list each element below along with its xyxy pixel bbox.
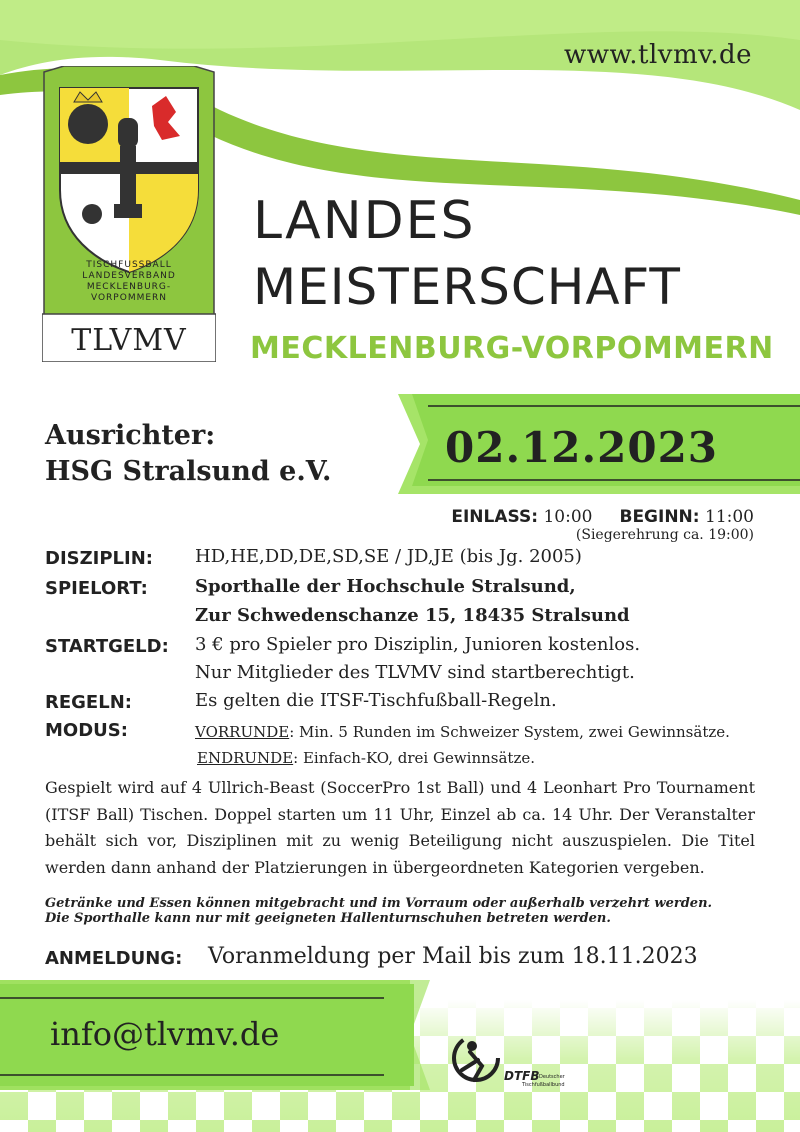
crest-org-line-2: LANDESVERBAND (82, 271, 176, 281)
vorrunde-line (195, 723, 730, 741)
note-line-1: Getränke und Essen können mitgebracht und im Vorraum oder außerhalb verzehrt werden. (45, 896, 713, 911)
dtfb-abbr: DTFB (504, 1069, 540, 1083)
dtfb-name-1: Deutscher (539, 1074, 565, 1080)
host-name: HSG Stralsund e.V. (45, 456, 332, 487)
tlvmv-crest-logo (42, 66, 216, 362)
crest-org-line-4: VORPOMMERN (90, 293, 168, 303)
title-subtitle: MECKLENBURG-VORPOMMERN (250, 331, 774, 366)
title-line-2: MEISTERSCHAFT (253, 258, 681, 316)
startgeld-line-1: 3 € pro Spieler pro Disziplin, Junioren kostenlos. (195, 634, 641, 655)
note (45, 896, 765, 926)
startgeld-line-2: Nur Mitglieder des TLVMV sind startberechtigt. (195, 662, 635, 683)
registration-value: Voranmeldung per Mail bis zum 18.11.2023 (208, 944, 698, 969)
endrunde-line (197, 749, 535, 767)
endrunde-label: ENDRUNDE (197, 749, 294, 767)
title-line-1: LANDES (253, 191, 476, 251)
regeln-value: Es gelten die ITSF-Tischfußball-Regeln. (195, 690, 557, 711)
vorrunde-label: VORRUNDE (195, 723, 290, 741)
entry-label: EINLASS: (451, 507, 539, 527)
body-paragraph: Gespielt wird auf 4 Ullrich-Beast (SoccerPro 1st Ball) und 4 Leonhart Pro Tournament (ITSF Ball) Tischen. Doppel starten um 11 Uhr, Einzel ab ca. 14 Uhr. Der Veranstalter behält sich vor, Disziplinen mit zu wenig Beteiligung nicht auszuspielen. Die Titel werden dann anhand der Platzierungen in übergeordneten Kategorien vergeben. (45, 778, 755, 877)
disziplin-label: DISZIPLIN: (45, 548, 153, 569)
disziplin-value: HD,HE,DD,DE,SD,SE / JD,JE (bis Jg. 2005) (195, 546, 582, 567)
website-url[interactable]: www.tlvmv.de (564, 40, 752, 70)
endrunde-value: : Einfach-KO, drei Gewinnsätze. (293, 749, 536, 767)
spielort-label: SPIELORT: (45, 578, 148, 599)
crest-abbr: TLVMV (71, 323, 187, 358)
ceremony-time: (Siegerehrung ca. 19:00) (575, 527, 754, 543)
dtfb-logo (452, 1030, 582, 1096)
modus-label: MODUS: (45, 720, 128, 741)
spielort-line-2: Zur Schwedenschanze 15, 18435 Stralsund (195, 605, 630, 626)
note-line-2: Die Sporthalle kann nur mit geeigneten Hallenturnschuhen betreten werden. (45, 911, 611, 926)
event-times (451, 507, 754, 527)
start-time: 11:00 (705, 507, 754, 527)
event-date: 02.12.2023 (445, 423, 719, 472)
vorrunde-value: : Min. 5 Runden im Schweizer System, zwei Gewinnsätze. (289, 723, 730, 741)
contact-email[interactable]: info@tlvmv.de (50, 1015, 280, 1053)
regeln-label: REGELN: (45, 692, 132, 713)
registration-label: ANMELDUNG: (45, 948, 183, 969)
startgeld-label: STARTGELD: (45, 636, 169, 657)
crest-org-line-3: MECKLENBURG- (86, 282, 172, 292)
footer-background (0, 980, 800, 1132)
host-label: Ausrichter: (45, 420, 216, 451)
entry-time: 10:00 (543, 507, 593, 527)
dtfb-name-2: Tischfußballbund (522, 1082, 565, 1088)
start-label: BEGINN: (619, 507, 700, 527)
crest-org-line-1: TISCHFUSSBALL (86, 260, 172, 270)
spielort-line-1: Sporthalle der Hochschule Stralsund, (195, 576, 576, 597)
